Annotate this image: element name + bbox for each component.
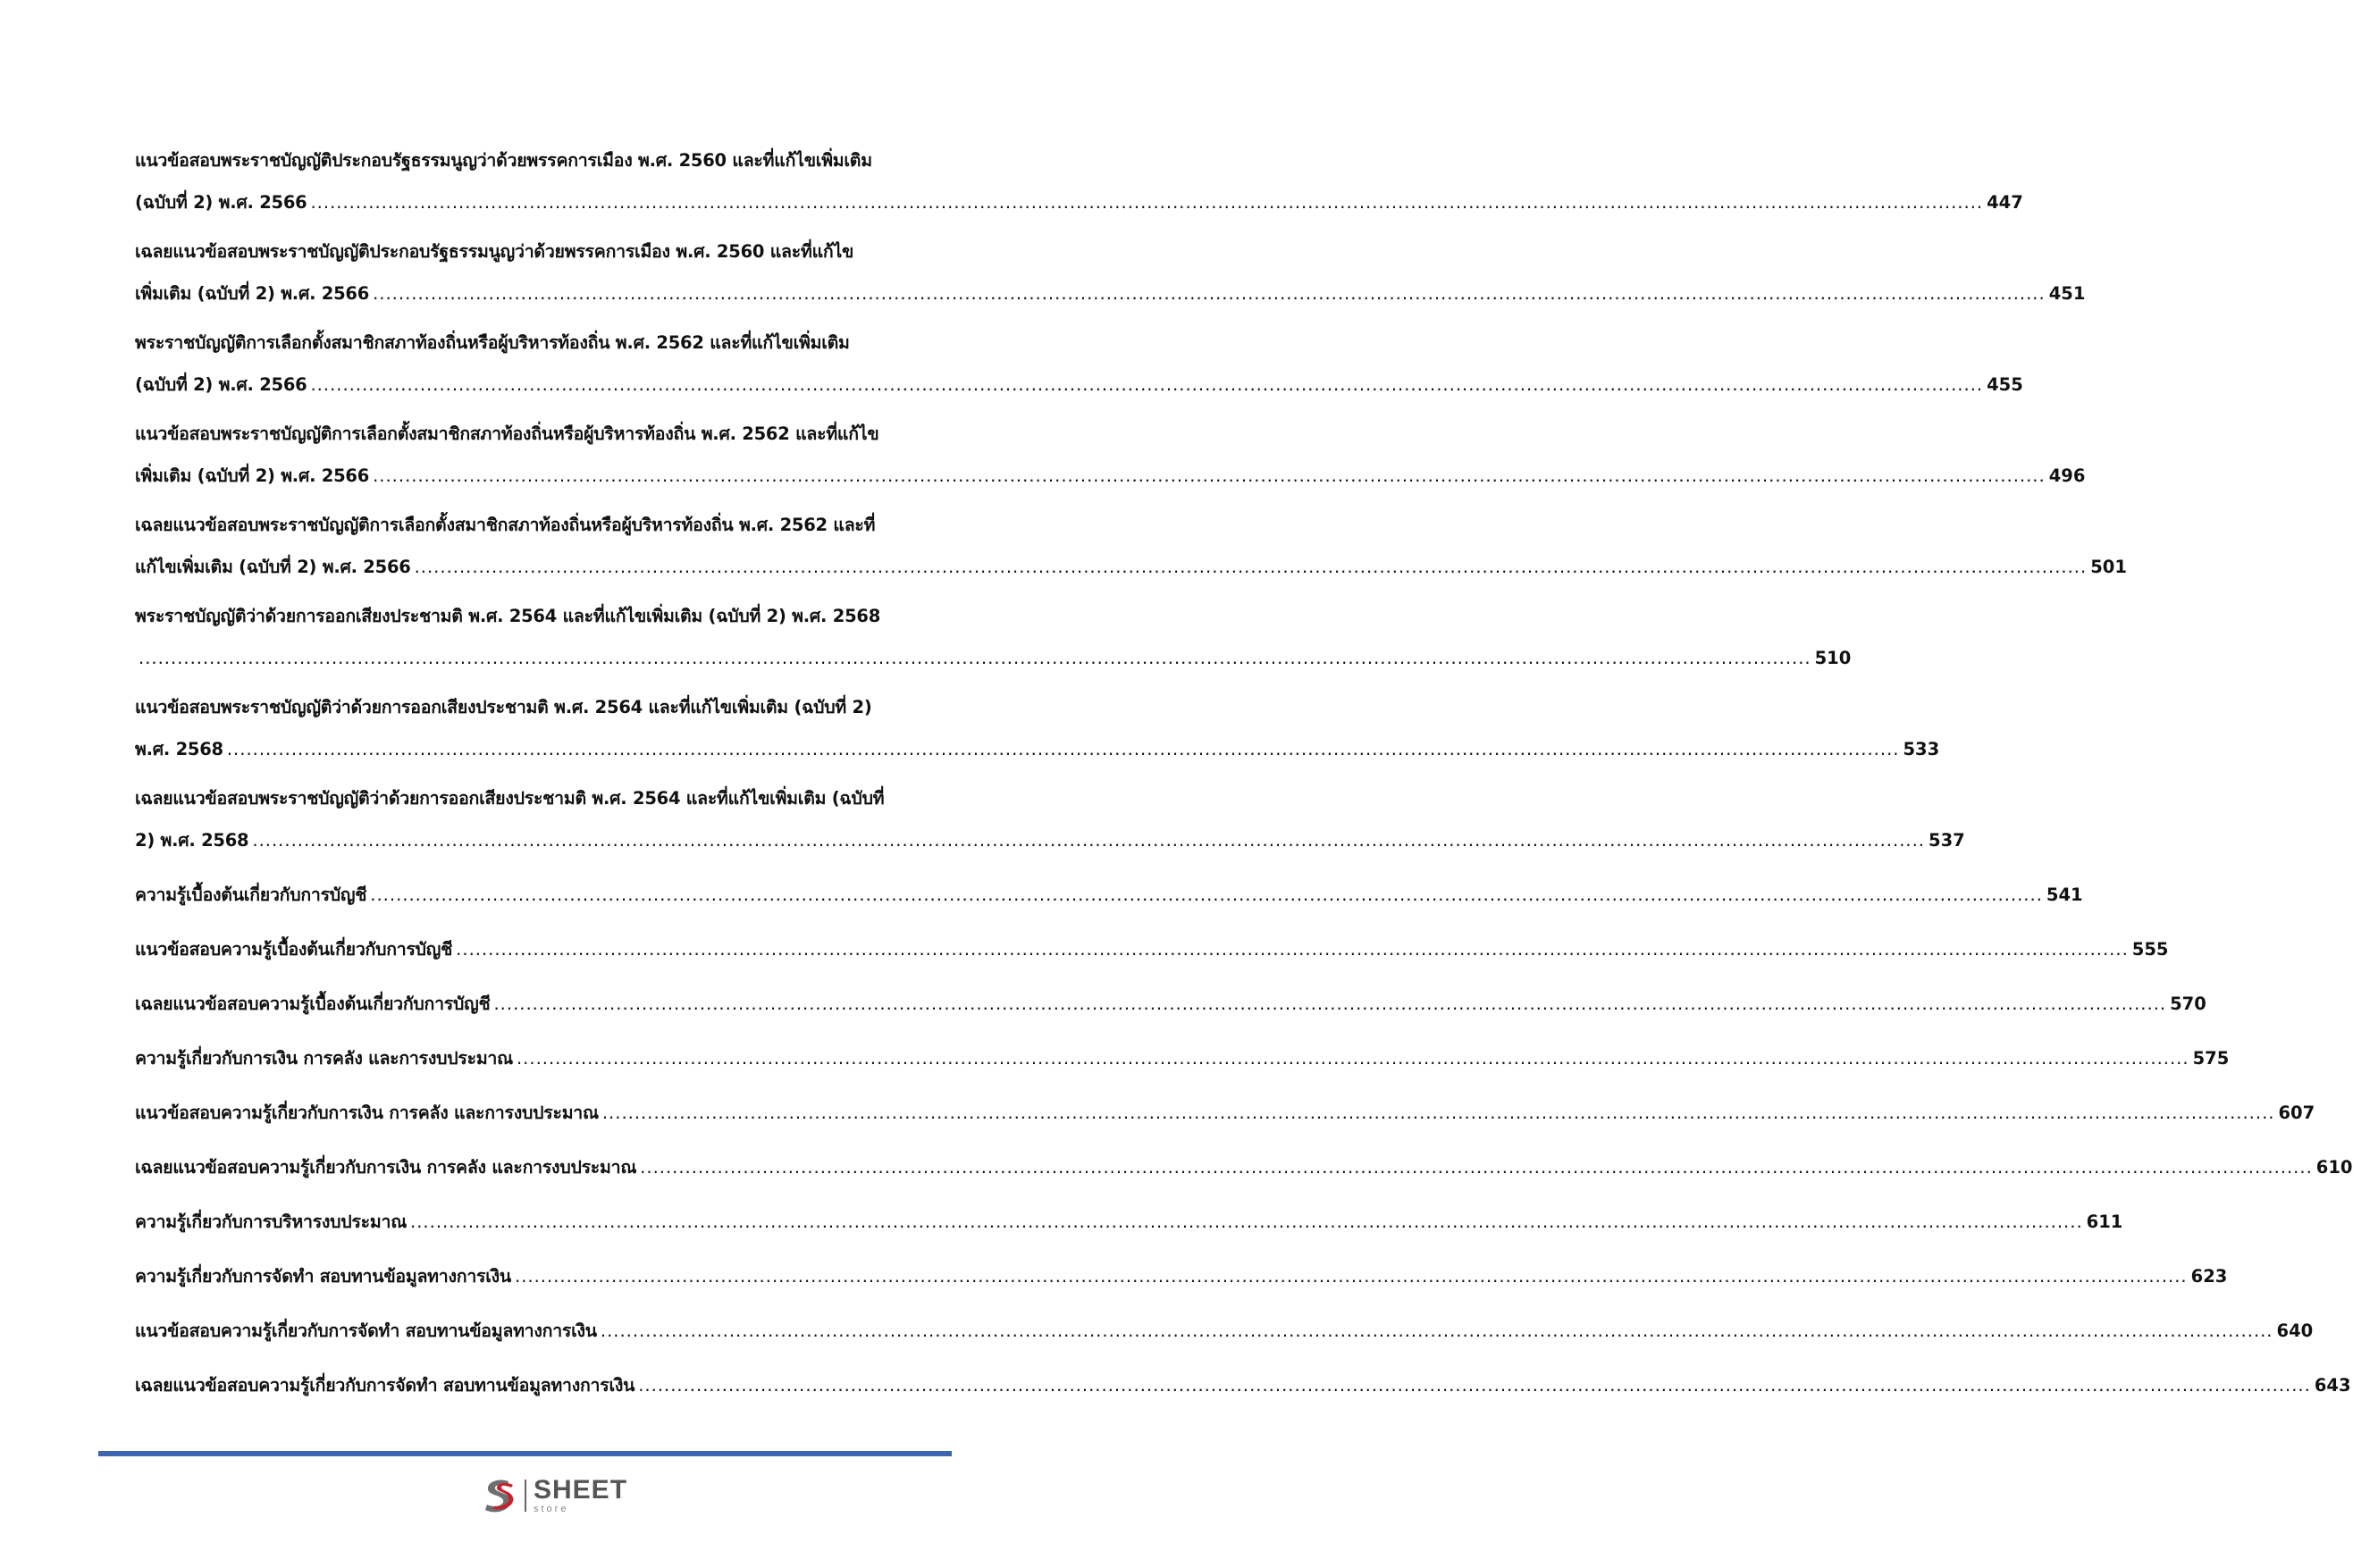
toc-entry[interactable]: [135, 504, 2127, 588]
toc-entry-title: เฉลยแนวข้อสอบความรู้เบื้องต้นเกี่ยวกับการบัญชี: [135, 994, 491, 1014]
toc-page-number: 570: [2170, 994, 2206, 1014]
toc-entry[interactable]: [135, 1201, 2123, 1243]
toc-page-number: 541: [2046, 885, 2083, 905]
toc-entry[interactable]: [135, 928, 2169, 970]
leader-dots: ....................................................................................................................................................................................................................................................................: [310, 374, 1984, 395]
leader-dots: ....................................................................................................................................................................................................................................................................: [310, 192, 1984, 213]
toc-page-number: 537: [1929, 830, 1965, 851]
leader-dots: ....................................................................................................................................................................................................................................................................: [252, 830, 1925, 851]
toc-entry-title-line: แก้ไขเพิ่มเติม (ฉบับที่ 2) พ.ศ. 2566: [135, 557, 411, 577]
toc-entry[interactable]: [135, 595, 1852, 679]
leader-dots: ....................................................................................................................................................................................................................................................................: [515, 1266, 2188, 1287]
toc-page-number: 455: [1987, 374, 2023, 395]
logo-wordmark: SHEET store: [534, 1475, 628, 1514]
toc-entry[interactable]: [135, 1364, 2351, 1406]
toc-entry-title-line: เพิ่มเติม (ฉบับที่ 2) พ.ศ. 2566: [135, 283, 370, 304]
toc-entry-title-line: เฉลยแนวข้อสอบพระราชบัญญัติการเลือกตั้งสมาชิกสภาท้องถิ่นหรือผู้บริหารท้องถิ่น พ.ศ. 2562 และที่: [135, 515, 876, 535]
toc-entry-title-line: แนวข้อสอบพระราชบัญญัติว่าด้วยการออกเสียงประชามติ พ.ศ. 2564 และที่แก้ไขเพิ่มเติม (ฉบับที่ 2): [135, 697, 872, 717]
toc-entry[interactable]: [135, 1255, 2228, 1297]
toc-page-number: 510: [1814, 648, 1852, 668]
toc-page-number: 623: [2190, 1266, 2228, 1287]
toc-entry-title-line: พระราชบัญญัติว่าด้วยการออกเสียงประชามติ พ.ศ. 2564 และที่แก้ไขเพิ่มเติม (ฉบับที่ 2) พ.ศ. 2568: [135, 606, 881, 626]
leader-dots: ....................................................................................................................................................................................................................................................................: [516, 1048, 2189, 1069]
leader-dots: ....................................................................................................................................................................................................................................................................: [373, 283, 2046, 304]
leader-dots: ....................................................................................................................................................................................................................................................................: [493, 994, 2167, 1014]
toc-page-number: 501: [2090, 557, 2127, 577]
toc-entry-title-line: แนวข้อสอบพระราชบัญญัติการเลือกตั้งสมาชิกสภาท้องถิ่นหรือผู้บริหารท้องถิ่น พ.ศ. 2562 และที่แก้ไข: [135, 423, 879, 444]
toc-entry-title-line: (ฉบับที่ 2) พ.ศ. 2566: [135, 374, 307, 395]
leader-dots: ....................................................................................................................................................................................................................................................................: [640, 1157, 2313, 1178]
toc-page-number: 451: [2048, 283, 2086, 304]
leader-dots: ....................................................................................................................................................................................................................................................................: [456, 939, 2129, 960]
toc-page-number: 533: [1903, 739, 1940, 759]
sheet-store-logo: [480, 1474, 627, 1517]
toc-entry-title-line: พ.ศ. 2568: [135, 739, 223, 759]
leader-dots: ....................................................................................................................................................................................................................................................................: [226, 739, 1900, 759]
toc-page-number: 496: [2048, 465, 2086, 486]
logo-separator: [525, 1480, 526, 1512]
leader-dots: ....................................................................................................................................................................................................................................................................: [600, 1321, 2273, 1341]
leader-dots: ....................................................................................................................................................................................................................................................................: [414, 557, 2088, 577]
toc-entry[interactable]: [135, 874, 2083, 916]
toc-entry-title: ความรู้เบื้องต้นเกี่ยวกับการบัญชี: [135, 885, 367, 905]
toc-entry-title-line: เพิ่มเติม (ฉบับที่ 2) พ.ศ. 2566: [135, 465, 370, 486]
leader-dots: ....................................................................................................................................................................................................................................................................: [370, 885, 2043, 905]
toc-page-number: 555: [2131, 939, 2169, 960]
leader-dots: ....................................................................................................................................................................................................................................................................: [373, 465, 2046, 486]
toc-entry-title: แนวข้อสอบความรู้เบื้องต้นเกี่ยวกับการบัญชี: [135, 939, 453, 960]
toc-entry[interactable]: [135, 686, 1940, 770]
toc-entry-title: ความรู้เกี่ยวกับการบริหารงบประมาณ: [135, 1212, 408, 1232]
toc-entry[interactable]: [135, 231, 2086, 314]
toc-entry-title: เฉลยแนวข้อสอบความรู้เกี่ยวกับการจัดทำ สอบทานข้อมูลทางการเงิน: [135, 1375, 635, 1396]
leader-dots: ....................................................................................................................................................................................................................................................................: [139, 648, 1811, 668]
toc-entry-title-line: เฉลยแนวข้อสอบพระราชบัญญัติว่าด้วยการออกเสียงประชามติ พ.ศ. 2564 และที่แก้ไขเพิ่มเติม (ฉบับที่: [135, 788, 885, 809]
toc-page-number: 640: [2276, 1321, 2314, 1341]
toc-entry-title-line: พระราชบัญญัติการเลือกตั้งสมาชิกสภาท้องถิ่นหรือผู้บริหารท้องถิ่น พ.ศ. 2562 และที่แก้ไขเพิ่มเติม: [135, 332, 850, 353]
toc-entry-title: ความรู้เกี่ยวกับการจัดทำ สอบทานข้อมูลทางการเงิน: [135, 1266, 512, 1287]
toc-page-number: 611: [2086, 1212, 2123, 1232]
toc-entry[interactable]: [135, 983, 2206, 1025]
toc-entry-title: แนวข้อสอบความรู้เกี่ยวกับการจัดทำ สอบทานข้อมูลทางการเงิน: [135, 1321, 597, 1341]
toc-entry-title: เฉลยแนวข้อสอบความรู้เกี่ยวกับการเงิน การคลัง และการงบประมาณ: [135, 1157, 637, 1178]
toc-entry[interactable]: [135, 1146, 2353, 1188]
toc-entry-title-line: แนวข้อสอบพระราชบัญญัติประกอบรัฐธรรมนูญว่าด้วยพรรคการเมือง พ.ศ. 2560 และที่แก้ไขเพิ่มเติม: [135, 150, 872, 171]
toc-entry-title-line: เฉลยแนวข้อสอบพระราชบัญญัติประกอบรัฐธรรมนูญว่าด้วยพรรคการเมือง พ.ศ. 2560 และที่แก้ไข: [135, 241, 854, 262]
toc-entry[interactable]: [135, 413, 2086, 497]
toc-entry[interactable]: [135, 322, 2023, 406]
toc-page-number: 447: [1987, 192, 2023, 213]
toc-entry-title: แนวข้อสอบความรู้เกี่ยวกับการเงิน การคลัง และการงบประมาณ: [135, 1103, 599, 1123]
leader-dots: ....................................................................................................................................................................................................................................................................: [410, 1212, 2083, 1232]
toc-page-number: 607: [2278, 1103, 2315, 1123]
toc-entry[interactable]: [135, 1310, 2314, 1352]
toc-entry[interactable]: [135, 1037, 2230, 1079]
toc-entry[interactable]: [135, 139, 2023, 223]
toc-entry[interactable]: [135, 1092, 2315, 1134]
toc-page-number: 643: [2314, 1375, 2351, 1396]
leader-dots: ....................................................................................................................................................................................................................................................................: [601, 1103, 2275, 1123]
leader-dots: ....................................................................................................................................................................................................................................................................: [638, 1375, 2311, 1396]
toc-entry-title-line: 2) พ.ศ. 2568: [135, 830, 249, 851]
toc-entry[interactable]: [135, 777, 1965, 861]
toc-entry-title-line: (ฉบับที่ 2) พ.ศ. 2566: [135, 192, 307, 213]
toc-entry-title: ความรู้เกี่ยวกับการเงิน การคลัง และการงบประมาณ: [135, 1048, 513, 1069]
toc-page-number: 610: [2315, 1157, 2353, 1178]
toc-page-number: 575: [2192, 1048, 2230, 1069]
sheet-store-s-icon: [480, 1476, 519, 1515]
footer-divider: [98, 1451, 952, 1456]
table-of-contents: [135, 134, 2353, 1419]
